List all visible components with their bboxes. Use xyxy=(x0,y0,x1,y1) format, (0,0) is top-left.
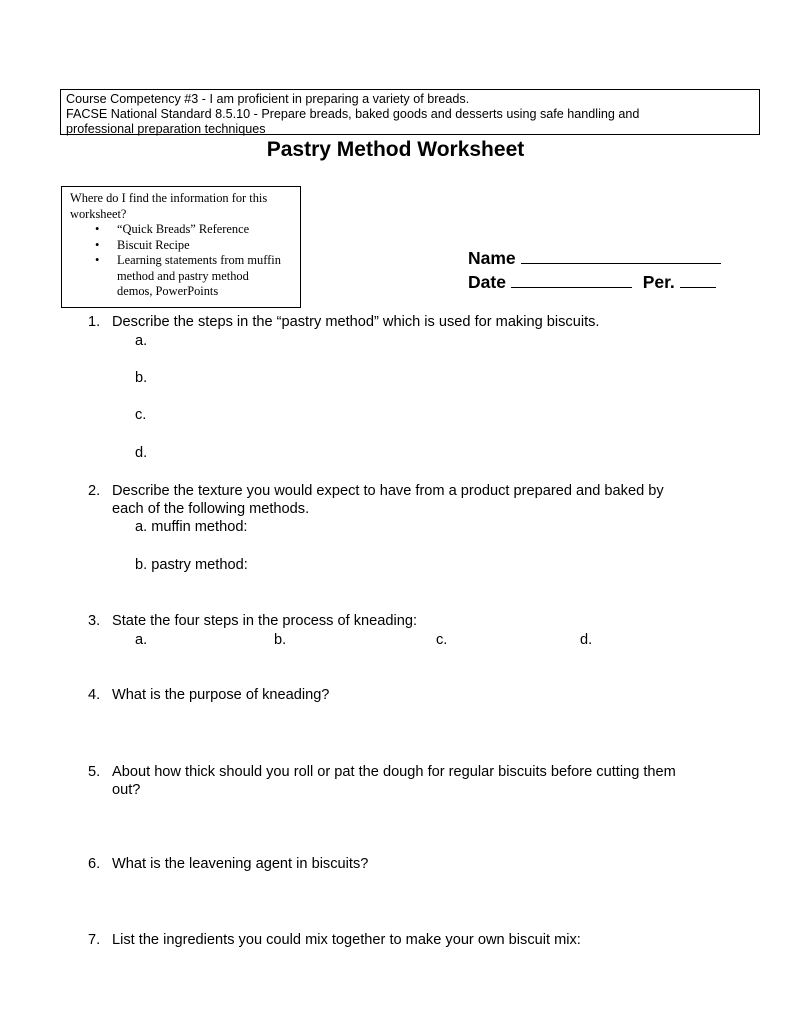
standard-line-continued: professional preparation techniques xyxy=(66,122,266,136)
name-label: Name xyxy=(468,248,516,268)
period-label: Per. xyxy=(642,272,675,292)
standard-line: FACSE National Standard 8.5.10 - Prepare breads, baked goods and desserts using safe handling and xyxy=(66,107,640,121)
question-number: 3. xyxy=(88,613,101,629)
info-intro-continued: worksheet? xyxy=(70,206,127,221)
question-5-text: About how thick should you roll or pat the dough for regular biscuits before cutting them xyxy=(112,764,676,780)
answer-label: b. pastry method: xyxy=(135,557,248,573)
question-7-text: List the ingredients you could mix together to make your own biscuit mix: xyxy=(112,932,581,948)
question-number: 1. xyxy=(88,314,101,330)
question-3-text: State the four steps in the process of kneading: xyxy=(112,613,418,629)
answer-label: b. xyxy=(135,370,148,386)
question-number: 4. xyxy=(88,687,101,703)
info-item-learning: • Learning statements from muffin method and pastry method demos, PowerPoints xyxy=(70,253,292,300)
answer-label: d. xyxy=(580,632,593,648)
info-box xyxy=(61,186,301,308)
student-info-fields xyxy=(468,246,721,294)
question-1-text: Describe the steps in the “pastry method” which is used for making biscuits. xyxy=(112,314,600,330)
question-number: 2. xyxy=(88,483,101,499)
answer-label: d. xyxy=(135,445,148,461)
question-number: 7. xyxy=(88,932,101,948)
answer-label: b. xyxy=(274,632,287,648)
page-title: Pastry Method Worksheet xyxy=(266,138,525,161)
date-field[interactable] xyxy=(468,270,721,294)
answer-label: c. xyxy=(436,632,448,648)
answer-label: a. xyxy=(135,333,148,349)
question-5-text-continued: out? xyxy=(112,782,141,798)
question-number: 6. xyxy=(88,856,101,872)
info-intro: Where do I find the information for this xyxy=(70,191,268,205)
answer-label: a. xyxy=(135,632,148,648)
period-blank[interactable] xyxy=(680,271,716,288)
question-2-text: Describe the texture you would expect to have from a product prepared and baked by xyxy=(112,483,664,499)
name-field[interactable] xyxy=(468,246,721,270)
name-blank[interactable] xyxy=(521,247,721,264)
question-4-text: What is the purpose of kneading? xyxy=(112,687,330,703)
competency-line: Course Competency #3 - I am proficient in preparing a variety of breads. xyxy=(66,92,470,106)
question-number: 5. xyxy=(88,764,101,780)
info-list xyxy=(70,222,292,300)
question-2-text-continued: each of the following methods. xyxy=(112,501,310,517)
date-blank[interactable] xyxy=(511,271,632,288)
info-item-reference: • “Quick Breads” Reference xyxy=(70,222,292,238)
answer-label: c. xyxy=(135,407,147,423)
answer-label: a. muffin method: xyxy=(135,519,248,535)
info-item-recipe: • Biscuit Recipe xyxy=(70,238,292,254)
competency-box xyxy=(60,89,760,135)
date-label: Date xyxy=(468,272,506,292)
question-6-text: What is the leavening agent in biscuits? xyxy=(112,856,369,872)
